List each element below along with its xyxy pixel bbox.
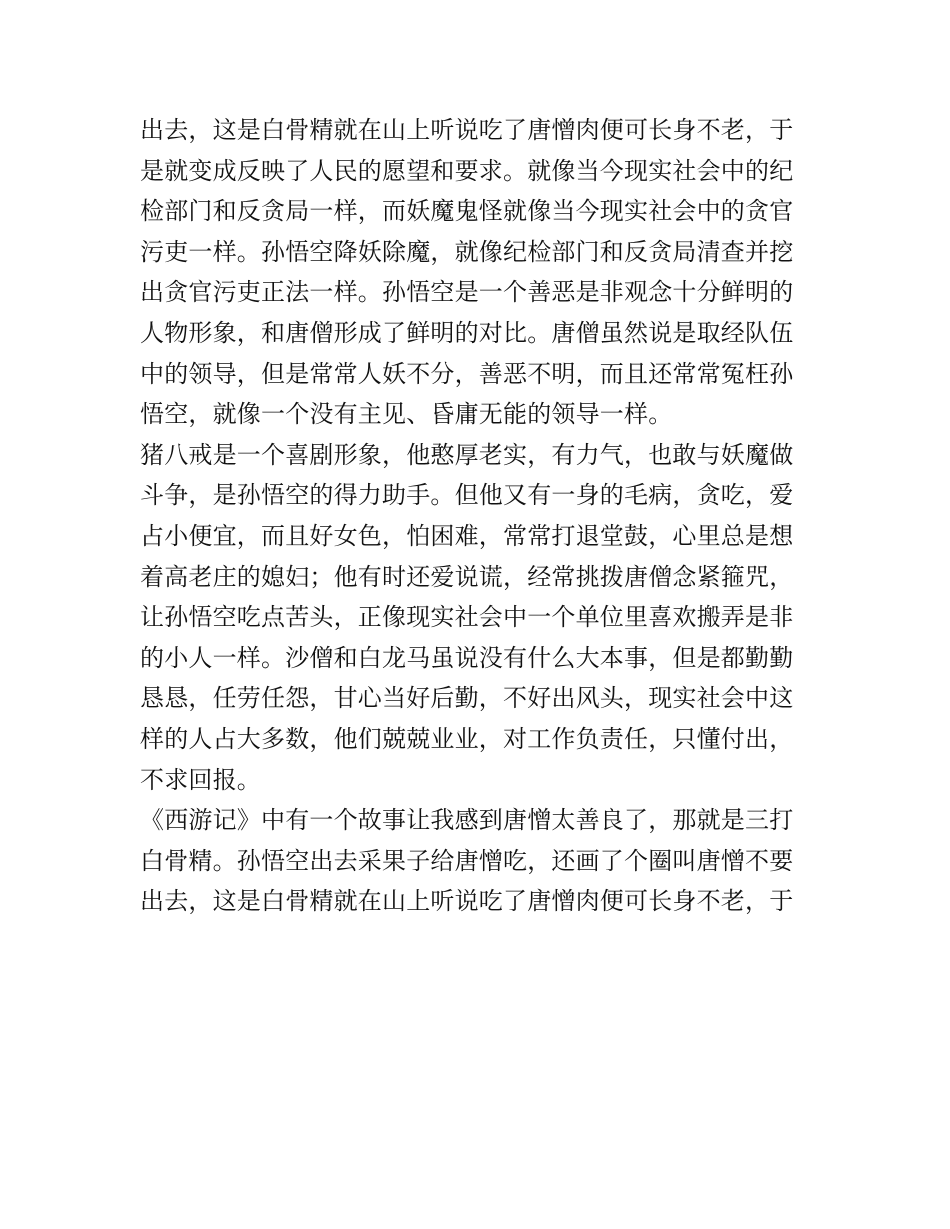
text-line: 白骨精。孙悟空出去采果子给唐憎吃，还画了个圈叫唐憎不要 xyxy=(140,846,794,875)
text-line: 检部门和反贪局一样，而妖魔鬼怪就像当今现实社会中的贪官 xyxy=(140,197,794,226)
text-line: 样的人占大多数，他们兢兢业业，对工作负责任，只懂付出， xyxy=(140,724,794,753)
text-line: 恳恳，任劳任怨，甘心当好后勤，不好出风头，现实社会中这 xyxy=(140,684,794,713)
text-line: 《西游记》中有一个故事让我感到唐憎太善良了，那就是三打 xyxy=(140,806,794,835)
body-text xyxy=(140,110,812,922)
text-line: 的小人一样。沙僧和白龙马虽说没有什么大本事，但是都勤勤 xyxy=(140,643,794,672)
text-line: 污吏一样。孙悟空降妖除魔，就像纪检部门和反贪局清查并挖 xyxy=(140,237,794,266)
text-line: 是就变成反映了人民的愿望和要求。就像当今现实社会中的纪 xyxy=(140,156,794,185)
text-line: 着高老庄的媳妇；他有时还爱说谎，经常挑拨唐僧念紧箍咒， xyxy=(140,562,794,591)
text-line: 悟空，就像一个没有主见、昏庸无能的领导一样。 xyxy=(140,400,673,429)
text-line: 出去，这是白骨精就在山上听说吃了唐憎肉便可长身不老，于 xyxy=(140,887,794,916)
text-line: 出去，这是白骨精就在山上听说吃了唐憎肉便可长身不老，于 xyxy=(140,116,794,144)
text-line: 不求回报。 xyxy=(140,765,261,794)
text-line: 占小便宜，而且好女色，怕困难，常常打退堂鼓，心里总是想 xyxy=(140,521,794,550)
text-line: 人物形象，和唐僧形成了鲜明的对比。唐僧虽然说是取经队伍 xyxy=(140,318,794,347)
text-line: 斗争，是孙悟空的得力助手。但他又有一身的毛病，贪吃，爱 xyxy=(140,481,794,510)
text-line: 让孙悟空吃点苦头，正像现实社会中一个单位里喜欢搬弄是非 xyxy=(140,603,794,632)
text-line: 出贪官污吏正法一样。孙悟空是一个善恶是非观念十分鲜明的 xyxy=(140,278,794,307)
text-line: 中的领导，但是常常人妖不分，善恶不明，而且还常常冤枉孙 xyxy=(140,359,794,388)
text-line: 猪八戒是一个喜剧形象，他憨厚老实，有力气，也敢与妖魔做 xyxy=(140,440,794,469)
